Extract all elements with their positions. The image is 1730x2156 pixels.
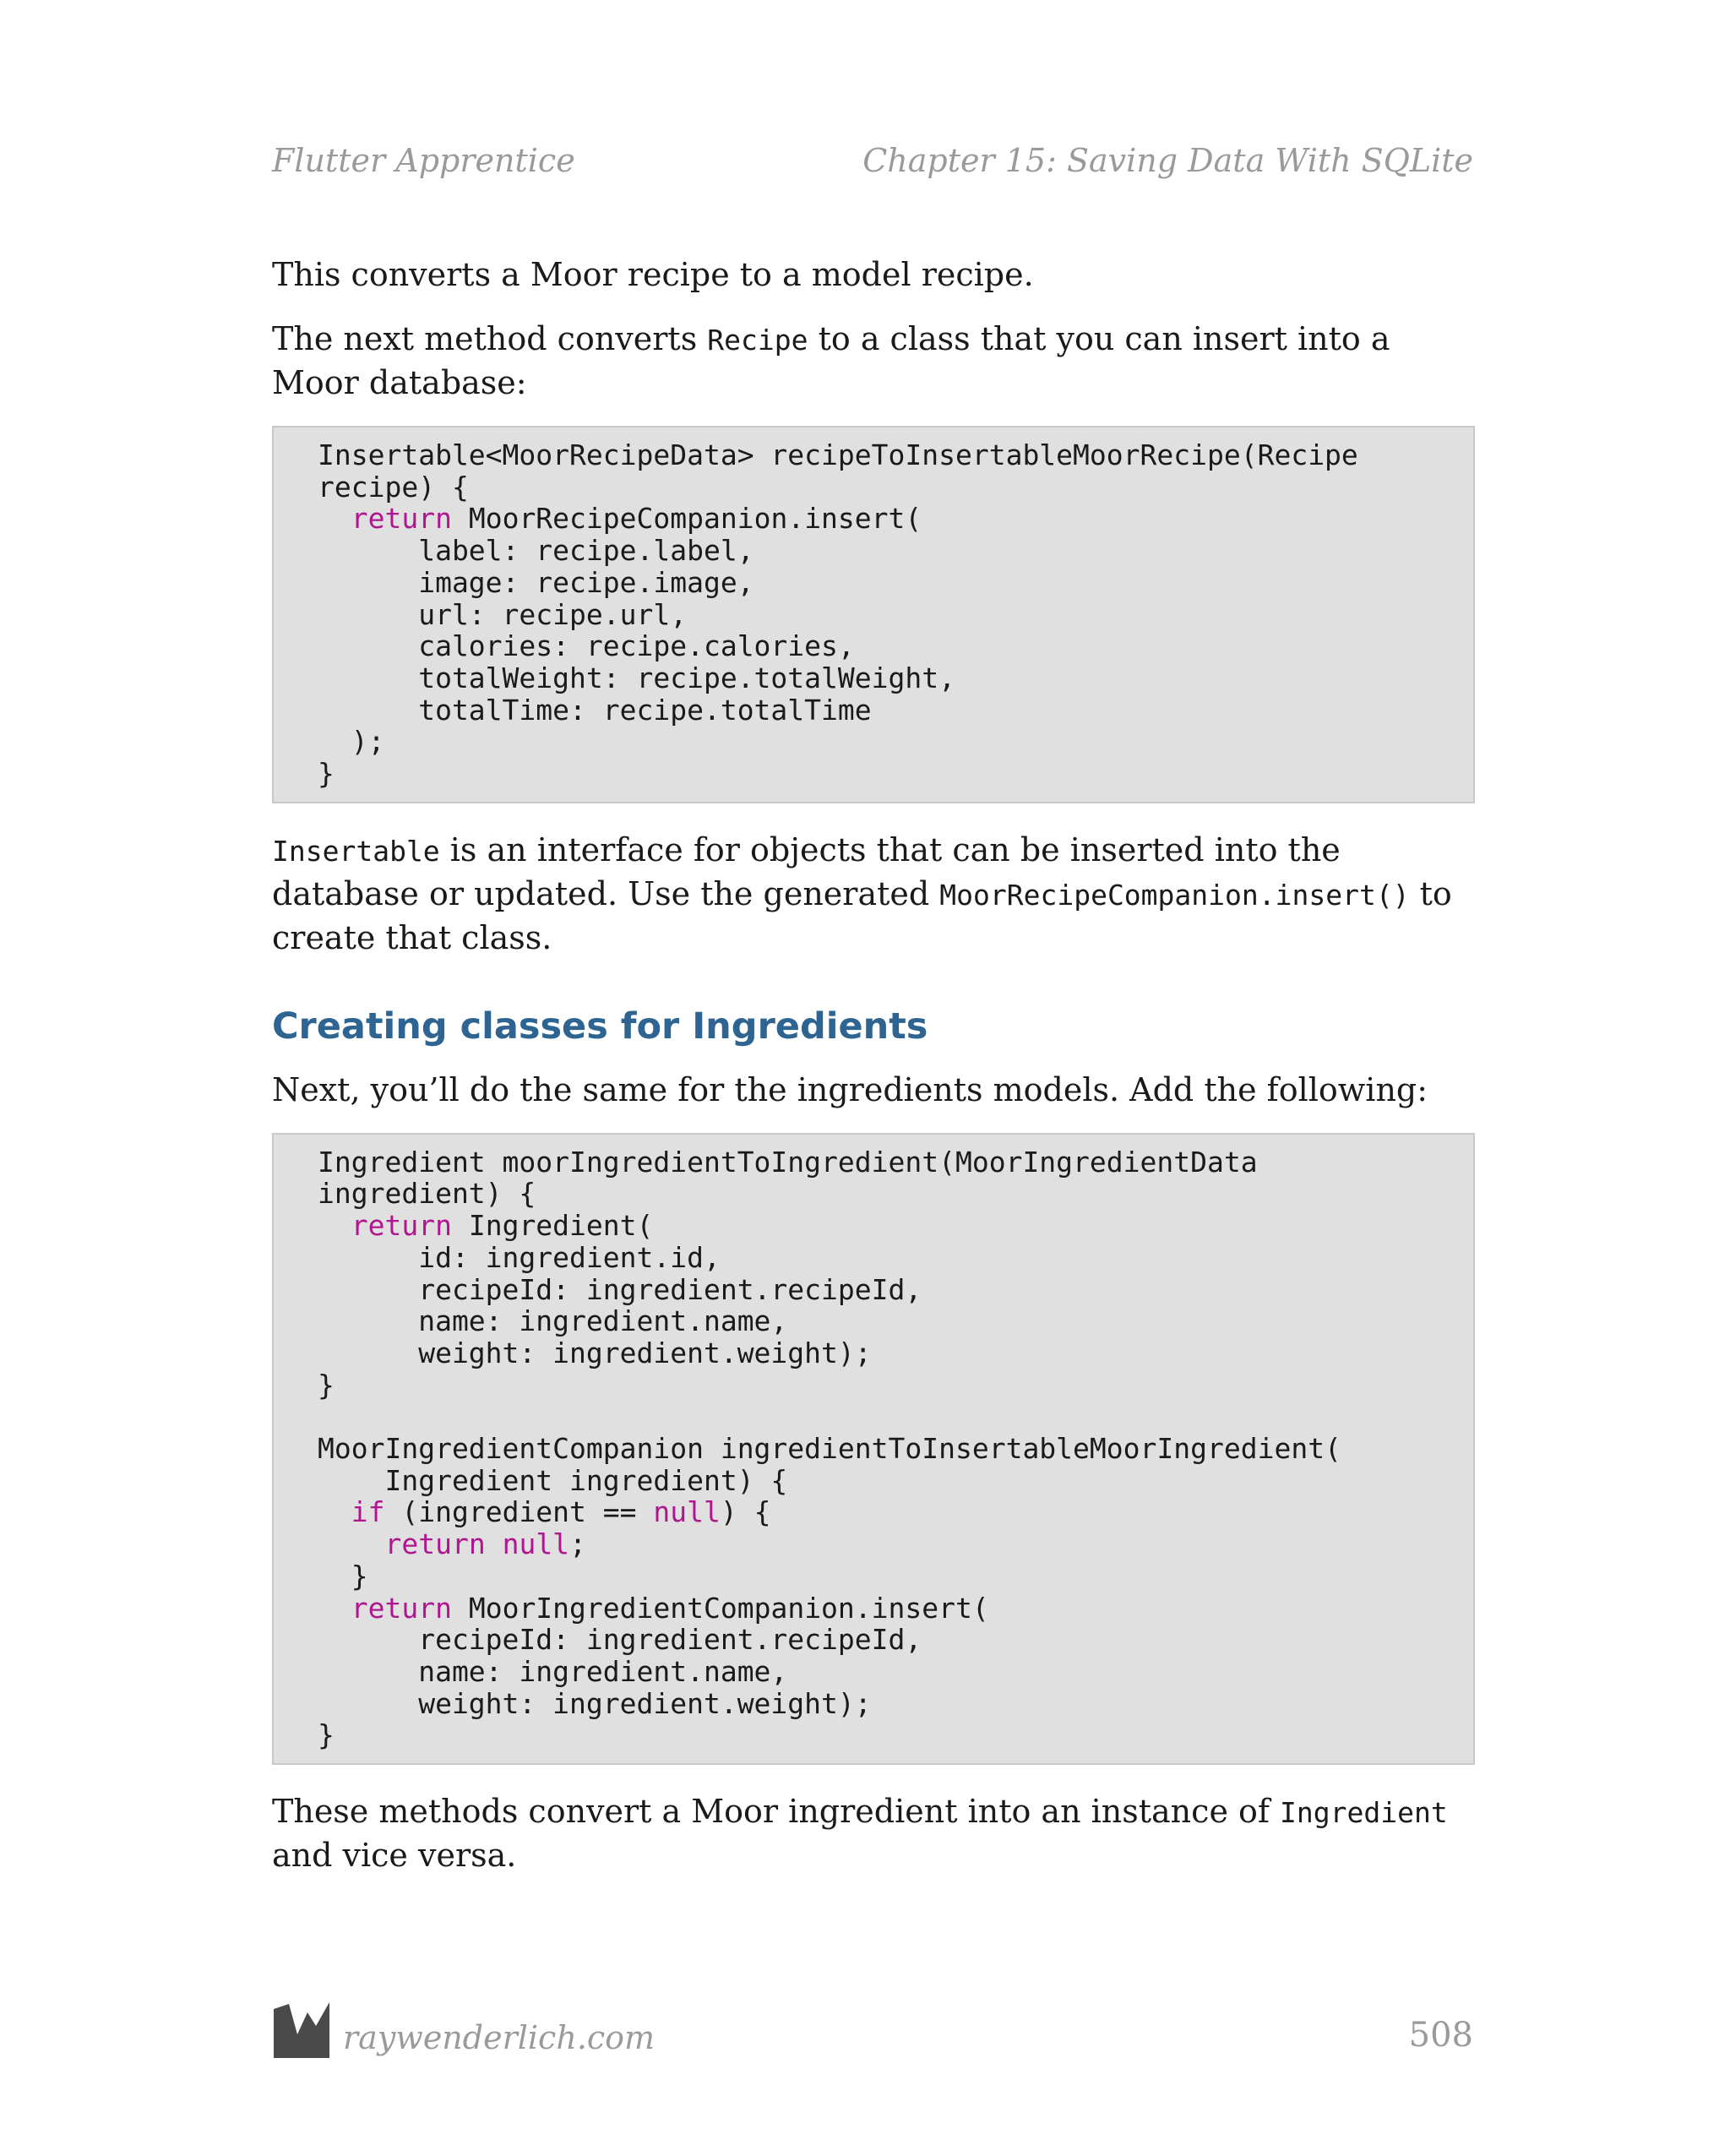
- code-line: recipeId: ingredient.recipeId,: [318, 1623, 922, 1657]
- paragraph-next-method: The next method converts Recipe to a class that you can insert into a Moor database:: [272, 320, 1390, 401]
- running-header-book-title: Flutter Apprentice: [272, 142, 575, 179]
- code-keyword: return: [351, 502, 452, 536]
- code-line: Ingredient ingredient) {: [318, 1463, 788, 1497]
- inline-code-recipe: Recipe: [707, 324, 808, 357]
- code-line: recipeId: ingredient.recipeId,: [318, 1272, 922, 1306]
- code-line: }: [318, 757, 335, 791]
- code-line: totalTime: recipe.totalTime: [318, 693, 872, 727]
- paragraph-methods-convert: These methods convert a Moor ingredient into an instance of Ingredient and vice versa.: [272, 1793, 1448, 1875]
- inline-code-insertable: Insertable: [272, 834, 440, 868]
- code-line: MoorRecipeCompanion.insert(: [451, 502, 922, 536]
- paragraph-converts-moor-recipe: This converts a Moor recipe to a model recipe.: [272, 256, 1034, 293]
- section-heading: Creating classes for Ingredients: [272, 1004, 928, 1048]
- code-keyword: return: [384, 1527, 486, 1561]
- code-keyword: null: [653, 1495, 721, 1529]
- code-line: weight: ingredient.weight);: [318, 1336, 872, 1369]
- code-line: [486, 1527, 503, 1560]
- code-block-ingredient-conversions: [272, 1133, 1475, 1765]
- rw-logo-icon: [272, 2001, 331, 2060]
- code-line: calories: recipe.calories,: [318, 629, 855, 663]
- running-header-chapter-title: Chapter 15: Saving Data With SQLite: [862, 142, 1473, 179]
- code-line: ;: [569, 1527, 586, 1561]
- code-line: (ingredient ==: [384, 1495, 654, 1529]
- code-line: weight: ingredient.weight);: [318, 1686, 872, 1720]
- code-line: Ingredient moorIngredientToIngredient(MoorIngredientData: [318, 1145, 1258, 1179]
- code-keyword: return: [351, 1209, 452, 1243]
- code-line: MoorIngredientCompanion.insert(: [451, 1591, 989, 1625]
- footer-site-link[interactable]: raywenderlich.com: [343, 2019, 656, 2056]
- code-line: Insertable<MoorRecipeData> recipeToInsertableMoorRecipe(Recipe: [318, 438, 1358, 471]
- code-line: Ingredient(: [451, 1209, 654, 1243]
- code-line: name: ingredient.name,: [318, 1654, 788, 1688]
- code-line: label: recipe.label,: [318, 534, 754, 568]
- code-block-recipe-to-insertable: [272, 426, 1475, 803]
- inline-code-ingredient: Ingredient: [1280, 1796, 1448, 1830]
- code-line: ) {: [720, 1495, 771, 1529]
- code-keyword: if: [351, 1495, 385, 1529]
- code-line: MoorIngredientCompanion ingredientToInsertableMoorIngredient(: [318, 1432, 1341, 1466]
- code-line: ingredient) {: [318, 1177, 536, 1211]
- code-line: image: recipe.image,: [318, 565, 754, 599]
- code-line: }: [318, 1559, 368, 1592]
- page-content: [272, 253, 1475, 1898]
- code-line: id: ingredient.id,: [318, 1240, 721, 1274]
- code-line: }: [318, 1368, 335, 1402]
- code-line: url: recipe.url,: [318, 597, 688, 631]
- code-line: );: [318, 725, 385, 759]
- code-line: }: [318, 1718, 335, 1752]
- code-keyword: return: [351, 1591, 452, 1625]
- page-number: 508: [1408, 2016, 1473, 2055]
- code-keyword: null: [502, 1527, 570, 1561]
- paragraph-next-ingredients: Next, you’ll do the same for the ingredients models. Add the following:: [272, 1070, 1428, 1108]
- inline-code-companion-insert: MoorRecipeCompanion.insert(): [939, 878, 1410, 912]
- code-line: recipe) {: [318, 470, 469, 504]
- code-line: name: ingredient.name,: [318, 1304, 788, 1338]
- paragraph-insertable-explanation: Insertable is an interface for objects that can be inserted into the database or updated. Use the generated MoorRecipeCompanion.insert() to create that class.: [272, 830, 1452, 956]
- code-line: totalWeight: recipe.totalWeight,: [318, 661, 955, 694]
